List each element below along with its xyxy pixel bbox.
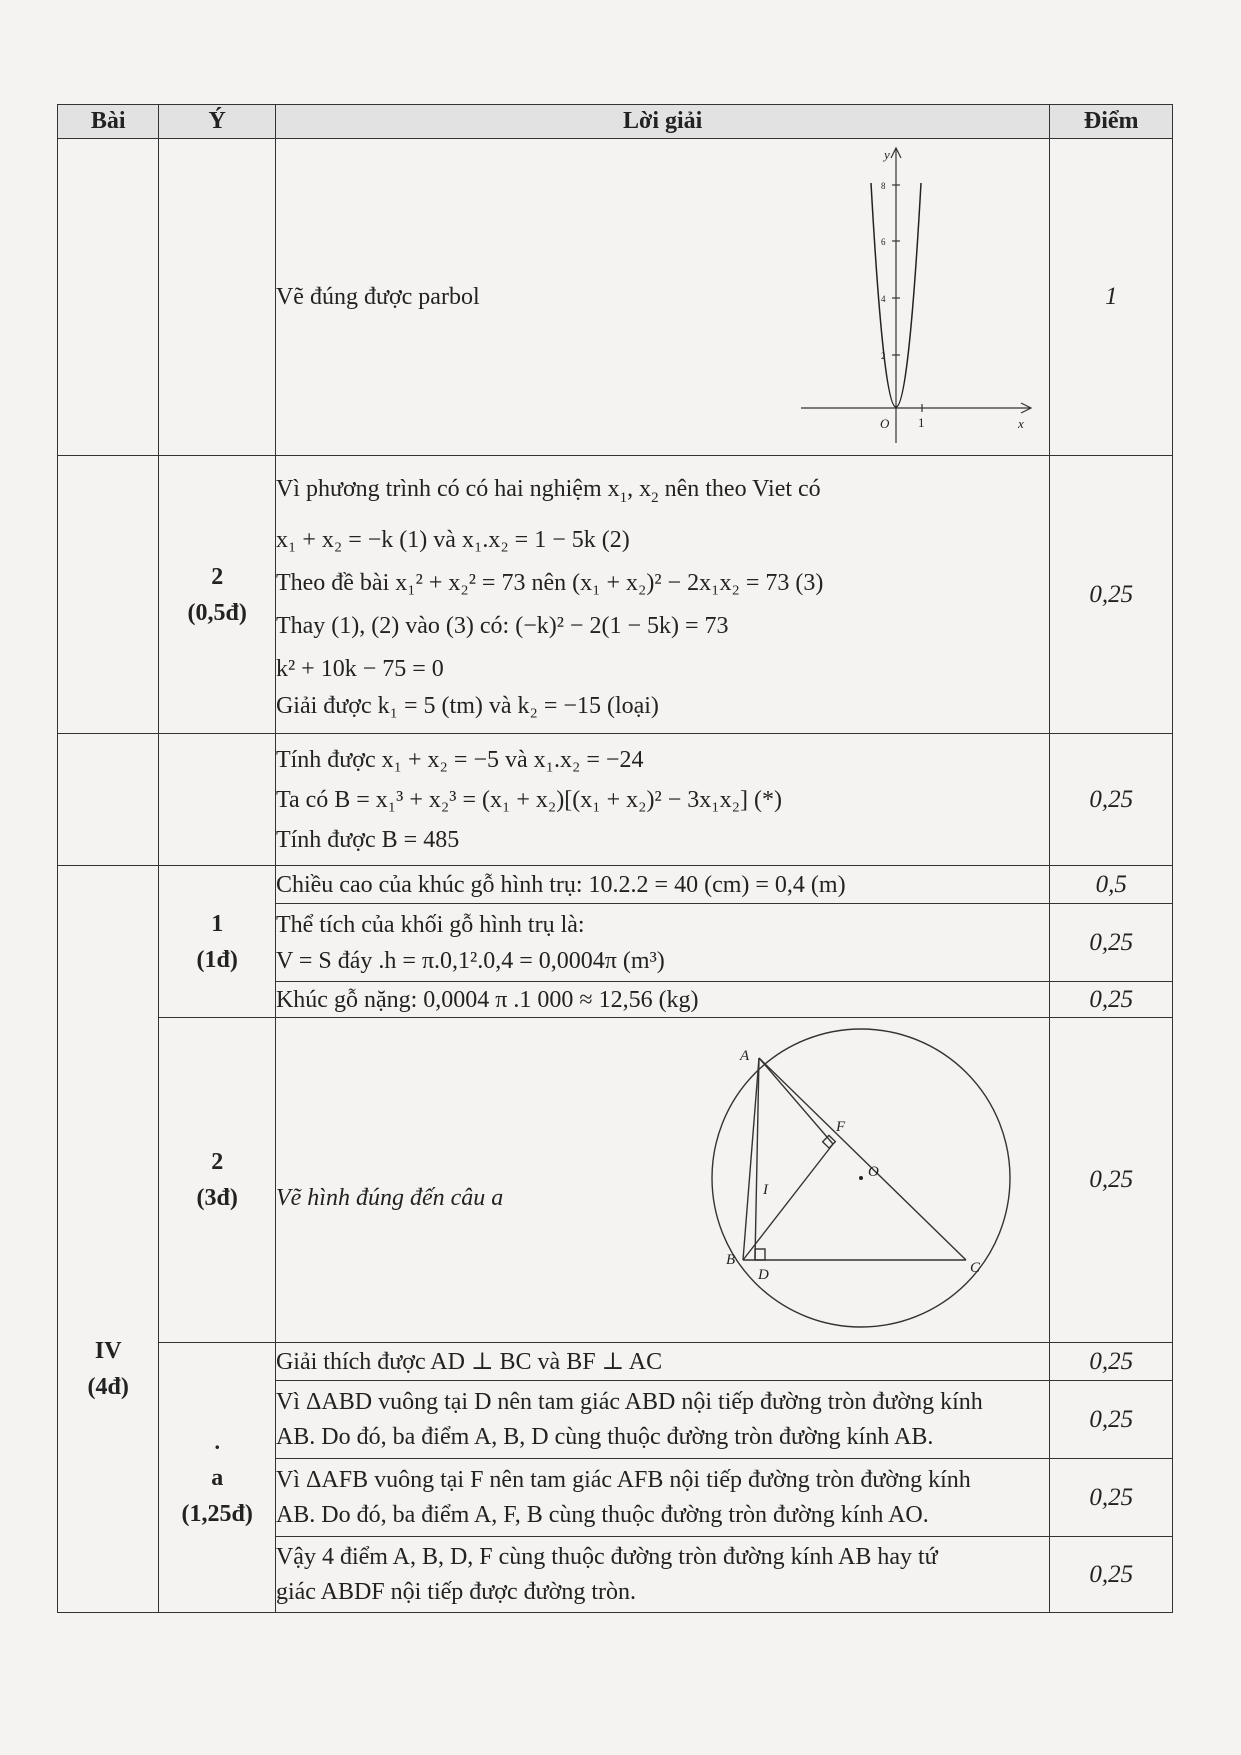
viet-line-3: Theo đề bài x₁² + x₂² = 73 nên (x₁ + x₂)² − 2x₁x₂ = 73 (3) <box>275 570 824 597</box>
header-loigiai: Lời giải <box>275 105 1049 139</box>
y-cell <box>159 1343 276 1613</box>
score-cell: 0,25 <box>1050 1018 1173 1343</box>
y-label: a <box>211 1464 224 1491</box>
score-cell: 0,5 <box>1050 866 1173 904</box>
solution-cell <box>275 1459 1049 1537</box>
bai-cell-iv <box>58 866 159 1613</box>
x-tick-label: 1 <box>917 415 925 430</box>
b-line-1: Tính được x₁ + x₂ = −5 và x₁.x₂ = −24 <box>275 746 644 773</box>
solution-cell <box>275 139 1049 456</box>
row-b <box>58 734 1173 866</box>
y-tick-label: 4 <box>880 294 886 304</box>
point-d-label: D <box>757 1267 769 1283</box>
volume-line-1: Thể tích của khối gỗ hình trụ là: <box>275 911 585 938</box>
figure-caption: Vẽ hình đúng đến câu a <box>275 1185 504 1211</box>
score-cell: 0,25 <box>1050 1343 1173 1381</box>
height-text: Chiều cao của khúc gỗ hình trụ: 10.2.2 = 40 (cm) = 0,4 (m) <box>275 871 846 898</box>
row-iv-a-1 <box>58 1343 1173 1381</box>
score-cell: 0,25 <box>1050 1537 1173 1613</box>
header-bai: Bài <box>58 105 159 139</box>
origin-label: O <box>879 416 890 431</box>
parabola-graph <box>796 143 1036 451</box>
bai-label: IV <box>94 1338 122 1364</box>
score-cell: 0,25 <box>1050 982 1173 1018</box>
a-step-2-line-1: Vì ΔABD vuông tại D nên tam giác ABD nội tiếp đường tròn đường kính <box>275 1388 983 1415</box>
solution-cell <box>275 1343 1049 1381</box>
row-parabola <box>58 139 1173 456</box>
bai-cell <box>58 139 159 456</box>
bai-cell <box>58 734 159 866</box>
score-cell: 0,25 <box>1050 1381 1173 1459</box>
y-points: (3đ) <box>196 1185 238 1211</box>
viet-line-6: Giải được k₁ = 5 (tm) và k₂ = −15 (loại) <box>275 693 659 720</box>
row-iv-1a <box>58 866 1173 904</box>
point-b-label: B <box>725 1252 736 1268</box>
row-iv-2 <box>58 1018 1173 1343</box>
bai-cell <box>58 456 159 734</box>
point-o-label: O <box>867 1164 879 1180</box>
solution-cell <box>275 1018 1049 1343</box>
a-step-3-line-1: Vì ΔAFB vuông tại F nên tam giác AFB nội tiếp đường tròn đường kính <box>275 1466 971 1493</box>
y-cell <box>159 734 276 866</box>
y-cell <box>159 866 276 1018</box>
score-cell: 0,25 <box>1050 1459 1173 1537</box>
header-diem: Điểm <box>1050 105 1173 139</box>
viet-line-5: k² + 10k − 75 = 0 <box>275 656 444 683</box>
a-step-4-line-1: Vậy 4 điểm A, B, D, F cùng thuộc đường tròn đường kính AB hay tứ <box>275 1543 938 1570</box>
y-tick-label: 8 <box>880 181 886 191</box>
solution-cell <box>275 1537 1049 1613</box>
y-points: (0,5đ) <box>187 599 247 626</box>
y-points: (1đ) <box>196 946 238 973</box>
a-step-3-line-2: AB. Do đó, ba điểm A, F, B cùng thuộc đường tròn đường kính AO. <box>275 1501 929 1528</box>
y-label: 1 <box>211 910 224 937</box>
b-line-3: Tính được B = 485 <box>275 826 460 853</box>
solution-cell <box>275 904 1049 982</box>
header-y: Ý <box>159 105 276 139</box>
solution-cell <box>275 982 1049 1018</box>
solution-cell <box>275 1381 1049 1459</box>
solution-cell <box>275 456 1049 734</box>
b-line-2: Ta có B = x₁³ + x₂³ = (x₁ + x₂)[(x₁ + x₂)² − 3x₁x₂] (*) <box>275 786 782 813</box>
viet-line-2: x₁ + x₂ = −k (1) và x₁.x₂ = 1 − 5k (2) <box>275 527 630 554</box>
parabola-text: Vẽ đúng được parbol <box>275 284 480 310</box>
y-points: (1,25đ) <box>181 1500 253 1527</box>
y-cell <box>159 1018 276 1343</box>
y-tick-label: 2 <box>880 351 886 361</box>
y-cell <box>159 139 276 456</box>
point-f-label: F <box>835 1119 846 1135</box>
y-label: 2 <box>211 563 224 590</box>
weight-text: Khúc gỗ nặng: 0,0004 π .1 000 ≈ 12,56 (kg) <box>275 986 699 1013</box>
solution-cell <box>275 734 1049 866</box>
viet-line-4: Thay (1), (2) vào (3) có: (−k)² − 2(1 − 5k) = 73 <box>275 613 729 640</box>
geometry-figure <box>696 1026 1016 1336</box>
bai-points: (4đ) <box>87 1374 129 1400</box>
y-cell <box>159 456 276 734</box>
y-axis-label: y <box>883 147 890 162</box>
score-cell: 0,25 <box>1050 734 1173 866</box>
header-row <box>58 105 1173 139</box>
point-i-label: I <box>762 1182 768 1198</box>
a-step-4-line-2: giác ABDF nội tiếp được đường tròn. <box>275 1578 637 1605</box>
point-c-label: C <box>969 1260 980 1276</box>
a-step-1: Giải thích được AD ⊥ BC và BF ⊥ AC <box>275 1348 663 1375</box>
x-axis-label: x <box>1017 416 1024 431</box>
score-cell: 0,25 <box>1050 904 1173 982</box>
score-cell: 1 <box>1050 139 1173 456</box>
y-label: 2 <box>211 1149 224 1175</box>
row-viet <box>58 456 1173 734</box>
a-step-2-line-2: AB. Do đó, ba điểm A, B, D cùng thuộc đường tròn đường kính AB. <box>275 1423 934 1450</box>
solution-table <box>57 104 1173 1613</box>
point-a-label: A <box>739 1048 750 1064</box>
volume-line-2: V = S đáy .h = π.0,1².0,4 = 0,0004π (m³) <box>275 947 665 974</box>
y-tick-label: 6 <box>880 237 886 247</box>
score-cell: 0,25 <box>1050 456 1173 734</box>
dot-mark: . <box>214 1428 220 1454</box>
viet-line-1: Vì phương trình có có hai nghiệm $x_1$, $x_2$ nên theo Viet có <box>275 475 821 506</box>
solution-cell <box>275 866 1049 904</box>
